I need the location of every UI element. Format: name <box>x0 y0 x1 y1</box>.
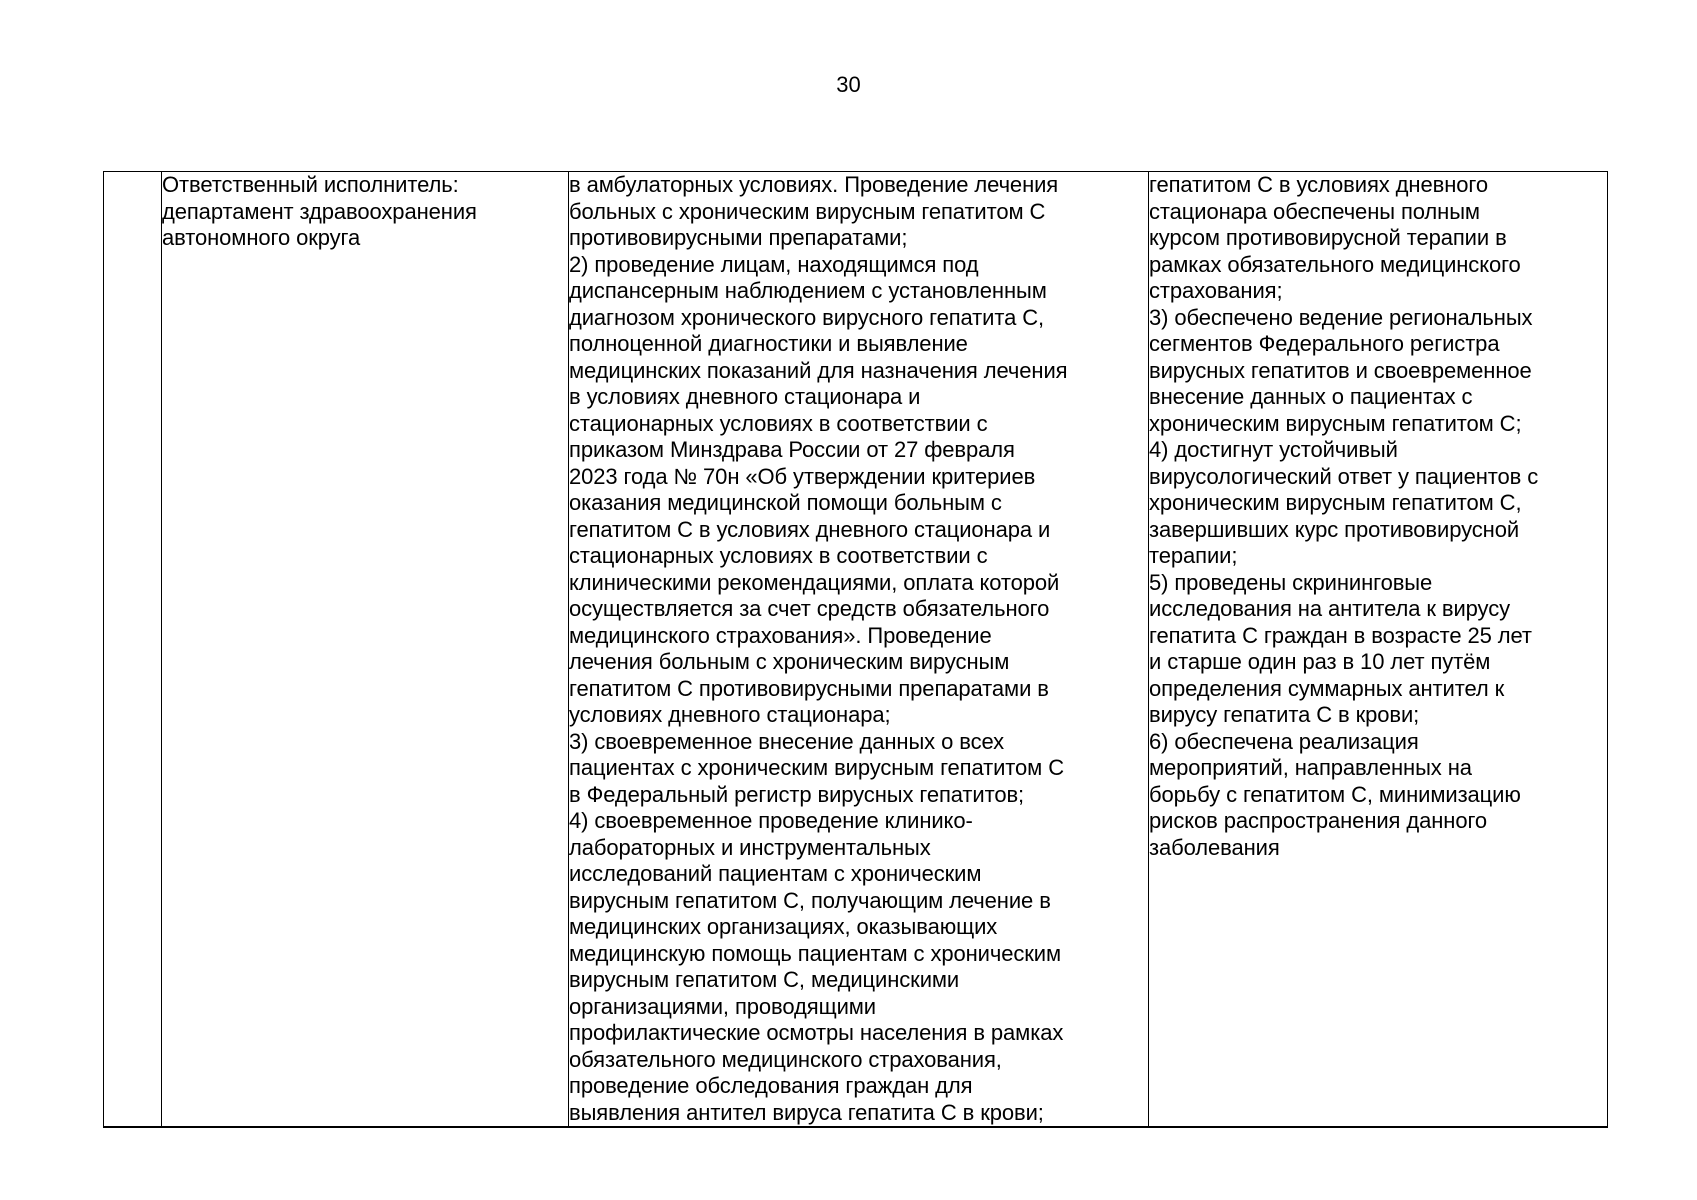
page-number: 30 <box>836 72 861 97</box>
text-line: завершивших курс противовирусной <box>1149 516 1520 542</box>
text-line: гепатитом С в условиях дневного <box>1149 172 1488 197</box>
text-line: рамках обязательного медицинского <box>1149 251 1521 277</box>
text-line: гепатитом С в условиях дневного стационара и <box>569 516 1051 542</box>
text-line: в Федеральный регистр вирусных гепатитов; <box>569 781 1025 807</box>
text-line: хроническим вирусным гепатитом С; <box>1149 410 1522 436</box>
text-line: стационара обеспечены полным <box>1149 198 1480 224</box>
table-cell-activities <box>569 172 1149 1128</box>
text-line: страхования; <box>1149 278 1283 303</box>
text-line: определения суммарных антител к <box>1149 675 1505 701</box>
text-line: больных с хроническим вирусным гепатитом С <box>569 198 1046 224</box>
text-line: 2) проведение лицам, находящимся под <box>569 251 979 277</box>
text-line: противовирусными препаратами; <box>569 225 908 250</box>
text-line: медицинскую помощь пациентам с хроническим <box>569 940 1061 966</box>
text-line: вирусологический ответ у пациентов с <box>1149 463 1539 489</box>
text-line: вирусным гепатитом С, получающим лечение в <box>569 887 1051 913</box>
text-line: в условиях дневного стационара и <box>569 384 921 409</box>
table-cell-number <box>104 172 162 1128</box>
table-cell-results <box>1149 172 1608 1128</box>
text-line: диспансерным наблюдением с установленным <box>569 278 1047 303</box>
text-line: гепатитом С противовирусными препаратами в <box>569 675 1049 701</box>
document-table <box>103 171 1608 1128</box>
text-line: рисков распространения данного <box>1149 808 1488 833</box>
text-line: исследования на антитела к вирусу <box>1149 596 1511 621</box>
text-line: стационарных условиях в соответствии с <box>569 410 988 436</box>
text-line: заболевания <box>1149 834 1280 860</box>
text-line: вирусу гепатита С в крови; <box>1149 702 1420 727</box>
text-line: вирусным гепатитом С, медицинскими <box>569 967 960 992</box>
text-line: пациентах с хроническим вирусным гепатитом С <box>569 755 1064 780</box>
responsible-text <box>162 172 568 252</box>
text-line: хроническим вирусным гепатитом С, <box>1149 490 1522 515</box>
text-line: 3) обеспечено ведение региональных <box>1149 304 1533 330</box>
text-line: и старше один раз в 10 лет путём <box>1149 649 1491 674</box>
text-line: гепатита С граждан в возрасте 25 лет <box>1149 622 1532 648</box>
text-line: проведение обследования граждан для <box>569 1073 973 1098</box>
text-line: стационарных условиях в соответствии с <box>569 543 988 568</box>
results-text <box>1149 172 1607 861</box>
text-line: условиях дневного стационара; <box>569 702 891 727</box>
text-line: осуществляется за счет средств обязательного <box>569 596 1050 621</box>
text-line: 5) проведены скрининговые <box>1149 569 1433 595</box>
text-line: полноценной диагностики и выявление <box>569 331 968 356</box>
text-line: профилактические осмотры населения в рамках <box>569 1020 1064 1045</box>
text-line: обязательного медицинского страхования, <box>569 1046 1002 1072</box>
text-line: в амбулаторных условиях. Проведение лечения <box>569 172 1059 197</box>
text-line: терапии; <box>1149 543 1238 568</box>
text-line: мероприятий, направленных на <box>1149 755 1472 780</box>
activities-text <box>569 172 1148 1126</box>
text-line: 2023 года № 70н «Об утверждении критериев <box>569 463 1036 489</box>
text-line: медицинских организациях, оказывающих <box>569 914 998 939</box>
text-line: приказом Минздрава России от 27 февраля <box>569 437 1015 462</box>
text-line: организациями, проводящими <box>569 993 876 1019</box>
table-row <box>104 172 1608 1128</box>
text-line: 6) обеспечена реализация <box>1149 728 1419 754</box>
text-line: клиническими рекомендациями, оплата которой <box>569 569 1060 595</box>
text-line: борьбу с гепатитом С, минимизацию <box>1149 781 1521 807</box>
text-line: медицинского страхования». Проведение <box>569 622 992 648</box>
text-line: сегментов Федерального регистра <box>1149 331 1500 356</box>
text-line: лабораторных и инструментальных <box>569 834 931 860</box>
text-line: 4) достигнут устойчивый <box>1149 437 1398 462</box>
text-line: выявления антител вируса гепатита С в крови; <box>569 1099 1044 1125</box>
text-line: 4) своевременное проведение клинико- <box>569 808 973 833</box>
table-cell-responsible <box>162 172 569 1128</box>
text-line: оказания медицинской помощи больным с <box>569 490 1002 515</box>
text-line: курсом противовирусной терапии в <box>1149 225 1507 250</box>
text-line: диагнозом хронического вирусного гепатита С, <box>569 304 1045 330</box>
text-line: внесение данных о пациентах с <box>1149 384 1473 409</box>
text-line: департамент здравоохранения <box>162 198 477 224</box>
text-line: медицинских показаний для назначения лечения <box>569 357 1068 383</box>
text-line: 3) своевременное внесение данных о всех <box>569 728 1005 754</box>
text-line: автономного округа <box>162 225 361 250</box>
text-line: вирусных гепатитов и своевременное <box>1149 357 1532 383</box>
text-line: лечения больным с хроническим вирусным <box>569 649 1010 674</box>
text-line: исследований пациентам с хроническим <box>569 861 982 886</box>
text-line: Ответственный исполнитель: <box>162 172 459 197</box>
